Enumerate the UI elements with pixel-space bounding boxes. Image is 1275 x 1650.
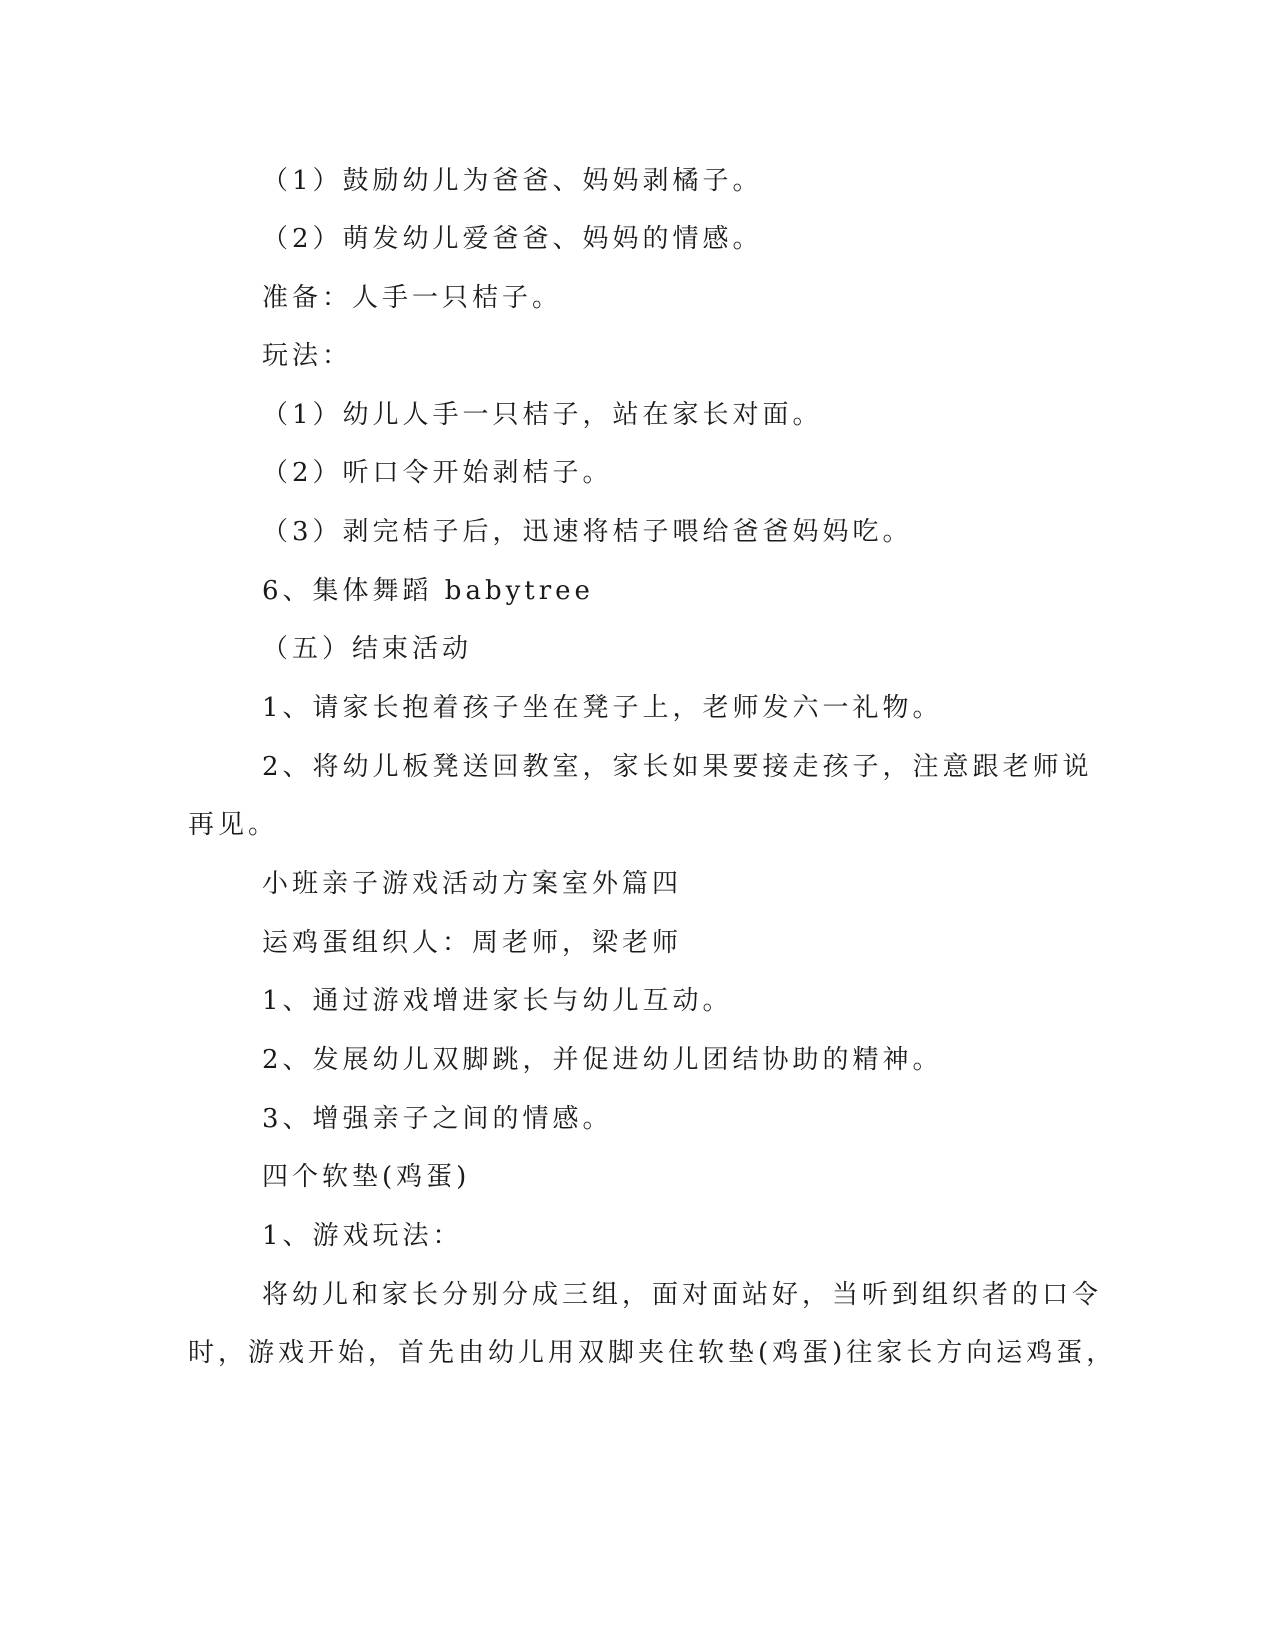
- paragraph-line: 2、发展幼儿双脚跳，并促进幼儿团结协助的精神。: [262, 1045, 943, 1075]
- paragraph-line: 3、增强亲子之间的情感。: [262, 1104, 613, 1134]
- paragraph-line: 四个软垫(鸡蛋): [262, 1162, 471, 1192]
- paragraph-line: （1）鼓励幼儿为爸爸、妈妈剥橘子。: [262, 166, 763, 196]
- paragraph-line: （3）剥完桔子后，迅速将桔子喂给爸爸妈妈吃。: [262, 517, 913, 547]
- paragraph-line: 将幼儿和家长分别分成三组，面对面站好，当听到组织者的口令: [262, 1280, 1103, 1310]
- paragraph-line: 1、游戏玩法：: [262, 1221, 463, 1251]
- paragraph-line: 6、集体舞蹈 babytree: [262, 576, 594, 606]
- paragraph-line: 1、请家长抱着孩子坐在凳子上，老师发六一礼物。: [262, 693, 943, 723]
- section-heading: （五）结束活动: [262, 634, 473, 664]
- paragraph-line: 运鸡蛋组织人：周老师，梁老师: [262, 928, 683, 958]
- paragraph-line: 再见。: [188, 810, 279, 840]
- paragraph-line: （2）听口令开始剥桔子。: [262, 458, 613, 488]
- paragraph-line: 准备：人手一只桔子。: [262, 283, 563, 313]
- section-heading: 小班亲子游戏活动方案室外篇四: [262, 869, 683, 899]
- paragraph-line: （2）萌发幼儿爱爸爸、妈妈的情感。: [262, 224, 763, 254]
- paragraph-line: 玩法：: [262, 341, 353, 371]
- paragraph-line: （1）幼儿人手一只桔子，站在家长对面。: [262, 400, 823, 430]
- paragraph-line: 时，游戏开始，首先由幼儿用双脚夹住软垫(鸡蛋)往家长方向运鸡蛋，: [188, 1338, 1117, 1368]
- paragraph-line: 1、通过游戏增进家长与幼儿互动。: [262, 986, 733, 1016]
- paragraph-line: 2、将幼儿板凳送回教室，家长如果要接走孩子，注意跟老师说: [262, 752, 1093, 782]
